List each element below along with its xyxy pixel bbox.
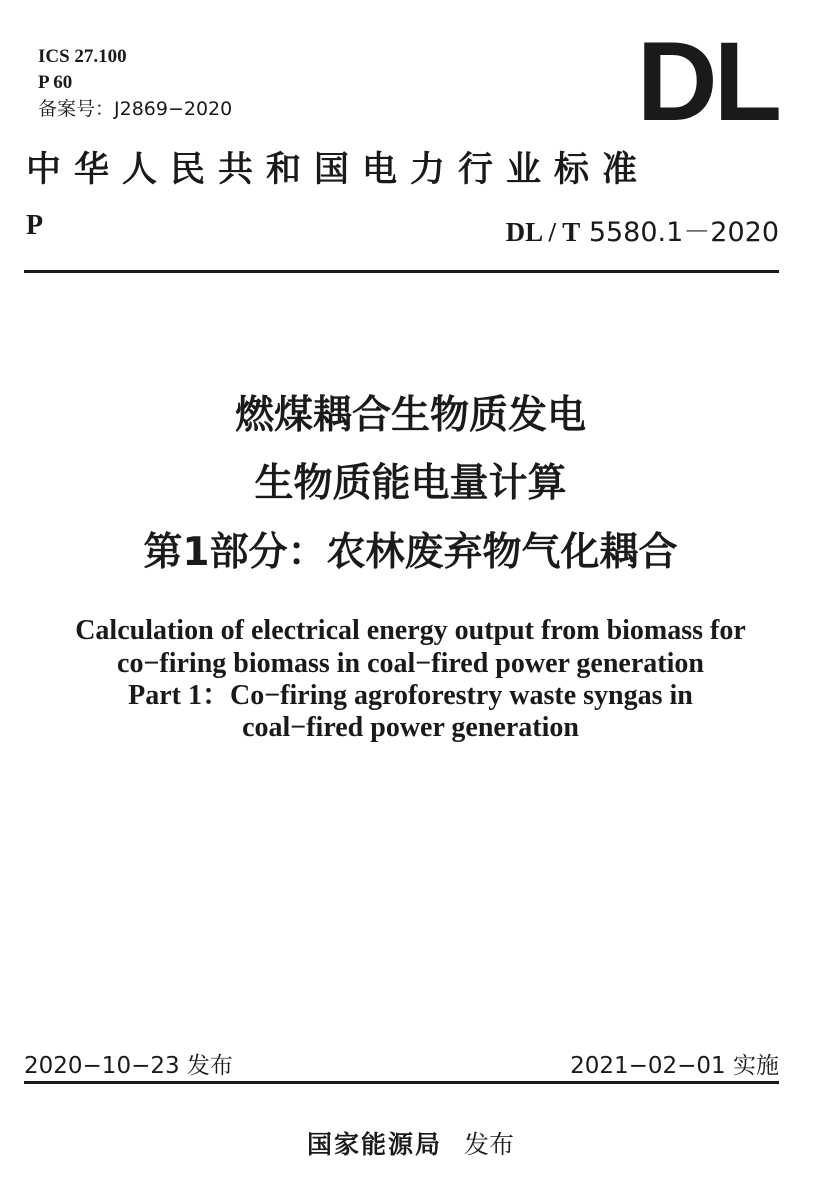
title-en-line-2: co−firing biomass in coal−fired power generation bbox=[117, 648, 704, 679]
standard-prefix: DL / T bbox=[505, 217, 581, 247]
implement-date: 2021−02−01 实施 bbox=[570, 1053, 779, 1079]
dl-logo: DL bbox=[636, 19, 778, 144]
publisher-verb: 发布 bbox=[464, 1130, 515, 1159]
ics-code: ICS 27.100 bbox=[38, 46, 127, 67]
publisher-name: 国家能源局 bbox=[306, 1130, 442, 1159]
title-en-line-4: coal−fired power generation bbox=[242, 712, 579, 743]
standard-type: 中华人民共和国电力行业标准 bbox=[26, 149, 651, 190]
bottom-rule bbox=[24, 1081, 779, 1084]
title-cn-line-2: 生物质能电量计算 bbox=[254, 461, 567, 506]
standard-code: 5580.1－2020 bbox=[588, 217, 779, 248]
issue-date: 2020−10−23 发布 bbox=[24, 1053, 233, 1079]
record-number: 备案号：J2869−2020 bbox=[38, 98, 233, 120]
title-en-line-3: Part 1：Co−firing agroforestry waste syngas in bbox=[128, 680, 693, 711]
class-code: P 60 bbox=[38, 72, 73, 93]
title-cn-line-3: 第1部分：农林废弃物气化耦合 bbox=[143, 530, 678, 575]
classification-letter: P bbox=[26, 210, 44, 241]
title-cn-line-1: 燃煤耦合生物质发电 bbox=[234, 393, 586, 438]
top-rule bbox=[24, 270, 779, 273]
standard-number bbox=[506, 210, 779, 249]
title-en-line-1: Calculation of electrical energy output from biomass for bbox=[75, 615, 746, 646]
publisher bbox=[0, 1125, 821, 1161]
